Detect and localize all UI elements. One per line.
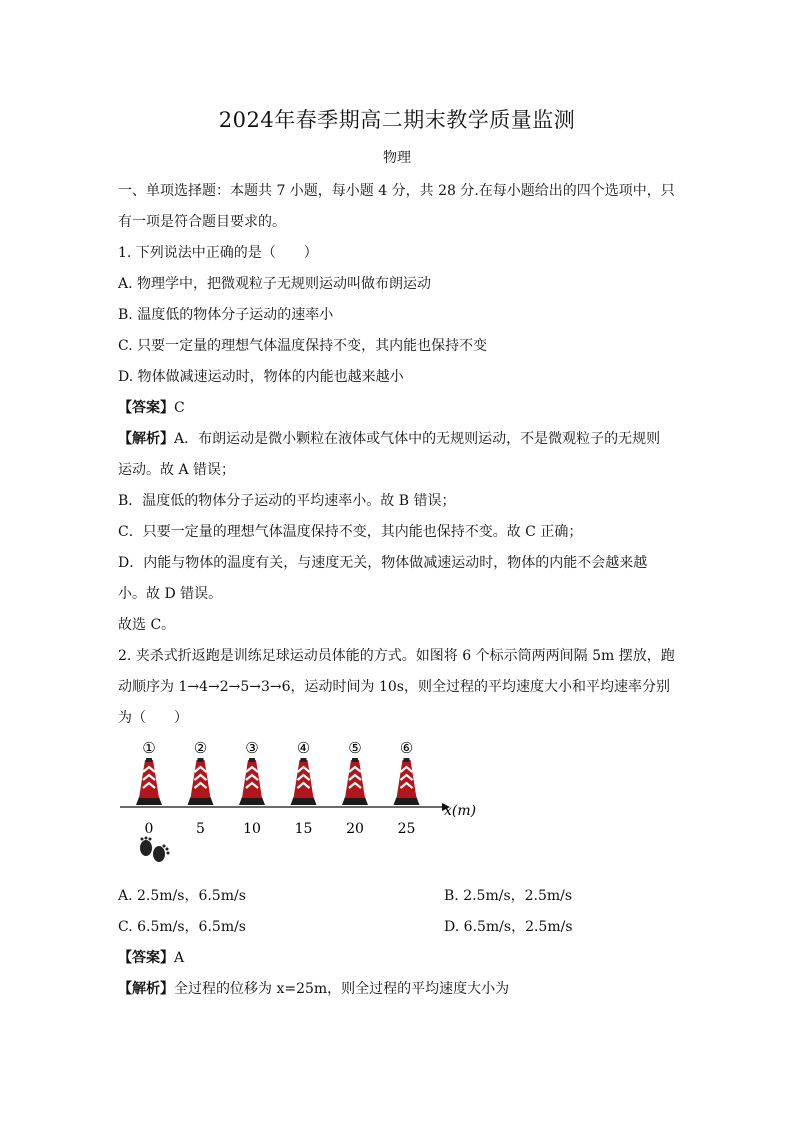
q1-analysis-line-6: 小。故 D 错误。 [118, 586, 223, 602]
q1-option-b: B. 温度低的物体分子运动的速率小 [118, 307, 334, 323]
traffic-cone-icon [291, 739, 317, 805]
q1-analysis-line-4: C．只要一定量的理想气体温度保持不变，其内能也保持不变。故 C 正确； [118, 524, 583, 540]
axis-tick-label: 0 [144, 821, 154, 837]
traffic-cone-icon [136, 739, 162, 805]
axis-tick-label: 15 [294, 821, 313, 837]
q1-analysis-line-1 [118, 428, 678, 448]
analysis-text: A．布朗运动是微小颗粒在液体或气体中的无规则运动，不是微观粒子的无规则 [174, 431, 661, 447]
answer-tag: 【答案】 [118, 950, 174, 966]
q1-answer [118, 397, 678, 417]
q1-analysis-line-3: B．温度低的物体分子运动的平均速率小。故 B 错误； [118, 493, 456, 509]
cone-number-label: ⑤ [348, 739, 362, 757]
axis-tick-label: 5 [196, 821, 205, 837]
q1-analysis-line-7: 故选 C。 [118, 617, 176, 633]
q2-option-d: D. 6.5m/s，2.5m/s [444, 919, 573, 935]
cone-number-label: ② [193, 739, 208, 757]
analysis-text: 全过程的位移为 x=25m，则全过程的平均速度大小为 [174, 981, 510, 997]
page-title: 2024年春季期高二期末教学质量监测 [218, 108, 576, 132]
axis-tick-label: 10 [243, 821, 261, 837]
traffic-cone-icon [188, 739, 214, 805]
q1-stem: 1. 下列说法中正确的是（ ） [118, 245, 318, 261]
q1-analysis-line-2: 运动。故 A 错误； [118, 462, 236, 478]
subject-label: 物理 [383, 150, 411, 166]
section-heading-line-1: 一、单项选择题：本题共 7 小题，每小题 4 分，共 28 分.在每小题给出的四个选项中，只 [118, 183, 675, 199]
q2-option-a: A. 2.5m/s，6.5m/s [118, 888, 246, 904]
q2-analysis-line-1 [118, 978, 678, 998]
q2-stem-line-3: 为（ ） [118, 710, 188, 726]
answer-value: A [174, 950, 185, 966]
q2-stem-line-2: 动顺序为 1→4→2→5→3→6，运动时间为 10s，则全过程的平均速度大小和平均速率分别 [118, 679, 670, 695]
analysis-tag: 【解析】 [118, 981, 174, 997]
q2-answer [118, 947, 678, 967]
cone-number-label: ③ [245, 739, 259, 757]
cone-number-label: ⑥ [399, 739, 414, 757]
traffic-cone-icon [394, 739, 420, 805]
answer-tag: 【答案】 [118, 400, 174, 416]
x-axis-label: x(m) [444, 803, 477, 819]
q2-stem-line-1: 2. 夹杀式折返跑是训练足球运动员体能的方式。如图将 6 个标示筒两两间隔 5m 摆放，跑 [118, 648, 675, 664]
q2-option-b: B. 2.5m/s，2.5m/s [444, 888, 573, 904]
axis-tick-label: 25 [397, 821, 416, 837]
traffic-cone-icon [342, 739, 368, 805]
q1-option-d: D. 物体做减速运动时，物体的内能也越来越小 [118, 369, 404, 385]
cone-number-label: ① [142, 739, 156, 757]
traffic-cone-icon [239, 739, 265, 805]
axis-tick-label: 20 [346, 821, 364, 837]
analysis-tag: 【解析】 [118, 431, 174, 447]
answer-value: C [174, 400, 185, 416]
q1-option-a: A. 物理学中，把微观粒子无规则运动叫做布朗运动 [118, 276, 432, 292]
q2-option-c: C. 6.5m/s，6.5m/s [118, 919, 246, 935]
q1-analysis-line-5: D．内能与物体的温度有关，与速度无关，物体做减速运动时，物体的内能不会越来越 [118, 555, 648, 571]
footprints-icon [140, 837, 170, 863]
q1-option-c: C. 只要一定量的理想气体温度保持不变，其内能也保持不变 [118, 338, 488, 354]
cone-figure [118, 734, 478, 870]
cone-number-label: ④ [296, 739, 311, 757]
section-heading-line-2: 有一项是符合题目要求的。 [118, 214, 286, 230]
